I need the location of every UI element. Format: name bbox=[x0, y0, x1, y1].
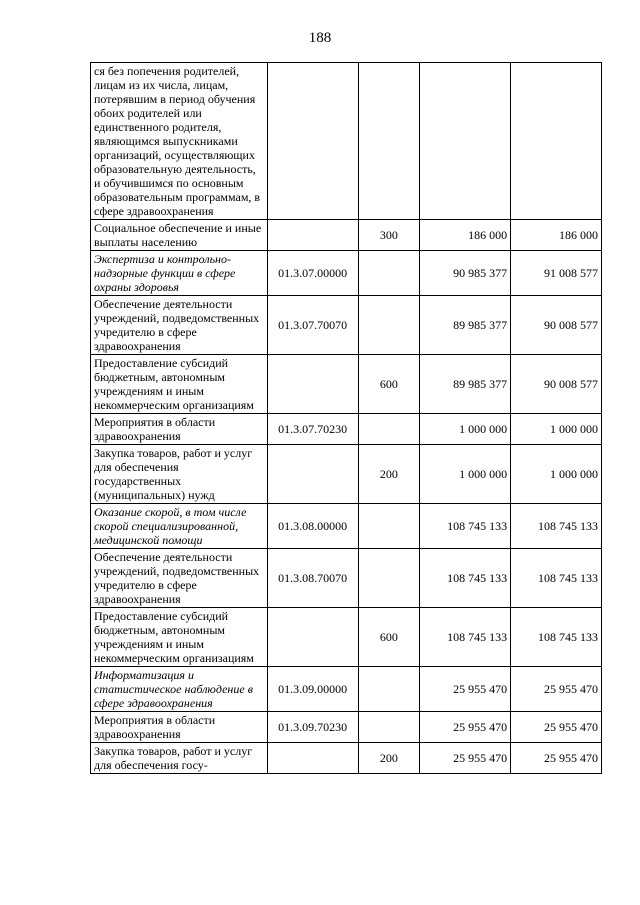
budget-table bbox=[90, 62, 602, 774]
expense-type-cell bbox=[358, 504, 420, 549]
expense-type-cell bbox=[358, 667, 420, 712]
amount-year2-cell: 25 955 470 bbox=[511, 667, 602, 712]
item-name-cell: Закупка товаров, работ и услуг для обеспечения государственных (муниципальных) нужд bbox=[91, 445, 268, 504]
table-row bbox=[91, 251, 602, 296]
item-name-cell: Экспертиза и контрольно-надзорные функции в сфере охраны здоровья bbox=[91, 251, 268, 296]
table-row bbox=[91, 355, 602, 414]
target-code-cell bbox=[267, 63, 358, 220]
table-row bbox=[91, 667, 602, 712]
target-code-cell bbox=[267, 743, 358, 774]
item-name-cell: Информатизация и статистическое наблюдение в сфере здравоохранения bbox=[91, 667, 268, 712]
expense-type-cell: 600 bbox=[358, 608, 420, 667]
target-code-cell bbox=[267, 220, 358, 251]
target-code-cell: 01.3.09.00000 bbox=[267, 667, 358, 712]
amount-year2-cell: 25 955 470 bbox=[511, 743, 602, 774]
amount-year2-cell: 186 000 bbox=[511, 220, 602, 251]
amount-year1-cell: 1 000 000 bbox=[420, 445, 511, 504]
amount-year1-cell: 108 745 133 bbox=[420, 608, 511, 667]
target-code-cell: 01.3.07.70230 bbox=[267, 414, 358, 445]
expense-type-cell: 300 bbox=[358, 220, 420, 251]
table-row bbox=[91, 445, 602, 504]
amount-year1-cell: 89 985 377 bbox=[420, 355, 511, 414]
amount-year1-cell: 90 985 377 bbox=[420, 251, 511, 296]
table-row bbox=[91, 220, 602, 251]
amount-year1-cell: 25 955 470 bbox=[420, 712, 511, 743]
table-row bbox=[91, 296, 602, 355]
expense-type-cell bbox=[358, 63, 420, 220]
item-name-cell: Социальное обеспечение и иные выплаты населению bbox=[91, 220, 268, 251]
amount-year1-cell: 25 955 470 bbox=[420, 743, 511, 774]
amount-year2-cell bbox=[511, 63, 602, 220]
table-row bbox=[91, 414, 602, 445]
item-name-cell: Мероприятия в области здравоохранения bbox=[91, 414, 268, 445]
amount-year2-cell: 108 745 133 bbox=[511, 608, 602, 667]
amount-year2-cell: 1 000 000 bbox=[511, 414, 602, 445]
expense-type-cell: 200 bbox=[358, 743, 420, 774]
amount-year1-cell: 89 985 377 bbox=[420, 296, 511, 355]
amount-year1-cell: 1 000 000 bbox=[420, 414, 511, 445]
table-row bbox=[91, 743, 602, 774]
expense-type-cell bbox=[358, 549, 420, 608]
expense-type-cell: 200 bbox=[358, 445, 420, 504]
expense-type-cell bbox=[358, 712, 420, 743]
amount-year2-cell: 1 000 000 bbox=[511, 445, 602, 504]
item-name-cell: Предоставление субсидий бюджетным, автономным учреждениям и иным некоммерческим организациям bbox=[91, 355, 268, 414]
expense-type-cell bbox=[358, 296, 420, 355]
amount-year2-cell: 90 008 577 bbox=[511, 296, 602, 355]
page-number: 188 bbox=[308, 30, 332, 46]
amount-year2-cell: 91 008 577 bbox=[511, 251, 602, 296]
expense-type-cell: 600 bbox=[358, 355, 420, 414]
item-name-cell: ся без попечения родителей, лицам из их числа, лицам, потерявшим в период обучения обоих родителей или единственного родителя, являющимся выпускниками организаций, осуществляющих образовательную деятельность, и обучившимся по основным образовательным программам, в сфере здравоохранения bbox=[91, 63, 268, 220]
table-row bbox=[91, 504, 602, 549]
target-code-cell: 01.3.08.70070 bbox=[267, 549, 358, 608]
amount-year1-cell: 108 745 133 bbox=[420, 504, 511, 549]
target-code-cell: 01.3.09.70230 bbox=[267, 712, 358, 743]
amount-year1-cell: 25 955 470 bbox=[420, 667, 511, 712]
target-code-cell: 01.3.07.00000 bbox=[267, 251, 358, 296]
target-code-cell: 01.3.08.00000 bbox=[267, 504, 358, 549]
target-code-cell bbox=[267, 445, 358, 504]
amount-year2-cell: 25 955 470 bbox=[511, 712, 602, 743]
table-row bbox=[91, 608, 602, 667]
target-code-cell: 01.3.07.70070 bbox=[267, 296, 358, 355]
target-code-cell bbox=[267, 608, 358, 667]
table-row bbox=[91, 63, 602, 220]
amount-year1-cell: 186 000 bbox=[420, 220, 511, 251]
budget-table-body bbox=[91, 63, 602, 774]
amount-year2-cell: 108 745 133 bbox=[511, 549, 602, 608]
expense-type-cell bbox=[358, 414, 420, 445]
table-row bbox=[91, 549, 602, 608]
table-row bbox=[91, 712, 602, 743]
item-name-cell: Мероприятия в области здравоохранения bbox=[91, 712, 268, 743]
amount-year1-cell bbox=[420, 63, 511, 220]
item-name-cell: Обеспечение деятельности учреждений, подведомственных учредителю в сфере здравоохранения bbox=[91, 549, 268, 608]
amount-year2-cell: 108 745 133 bbox=[511, 504, 602, 549]
amount-year2-cell: 90 008 577 bbox=[511, 355, 602, 414]
item-name-cell: Предоставление субсидий бюджетным, автономным учреждениям и иным некоммерческим организациям bbox=[91, 608, 268, 667]
item-name-cell: Обеспечение деятельности учреждений, подведомственных учредителю в сфере здравоохранения bbox=[91, 296, 268, 355]
expense-type-cell bbox=[358, 251, 420, 296]
item-name-cell: Оказание скорой, в том числе скорой специализированной, медицинской помощи bbox=[91, 504, 268, 549]
amount-year1-cell: 108 745 133 bbox=[420, 549, 511, 608]
item-name-cell: Закупка товаров, работ и услуг для обеспечения госу- bbox=[91, 743, 268, 774]
target-code-cell bbox=[267, 355, 358, 414]
